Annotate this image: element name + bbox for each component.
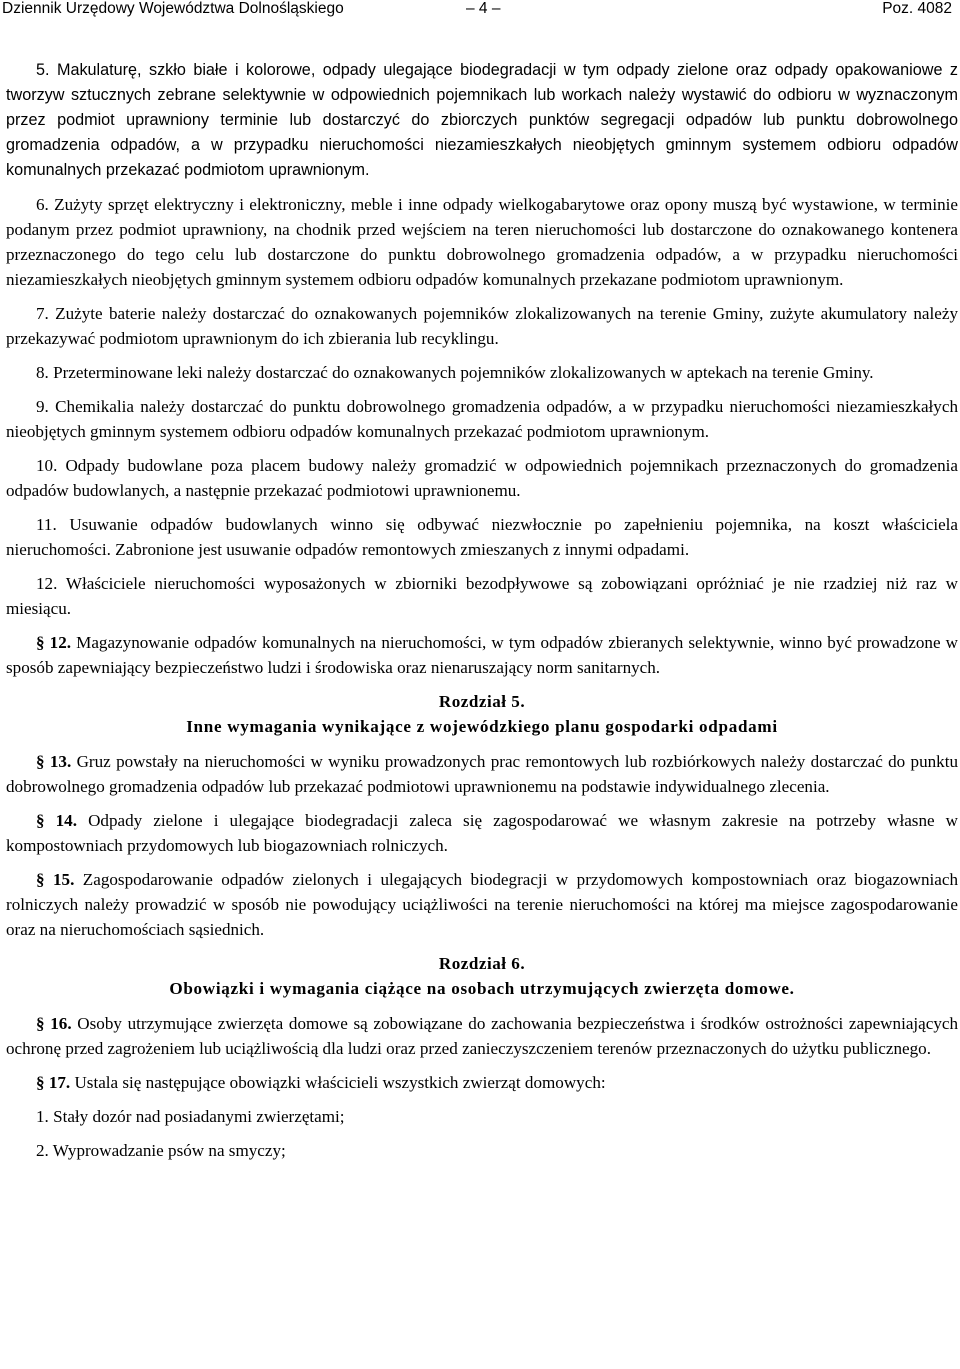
section-12 xyxy=(6,630,958,680)
section-14-number: § 14. xyxy=(36,811,77,830)
journal-title: Dziennik Urzędowy Województwa Dolnośląskiego xyxy=(2,0,344,17)
paragraph-12: 12. Właściciele nieruchomości wyposażonych w zbiorniki bezodpływowe są zobowiązani opróżniać je nie rzadziej niż raz w miesiącu. xyxy=(6,574,958,618)
section-13 xyxy=(6,749,958,799)
paragraph-6: 6. Zużyty sprzęt elektryczny i elektroniczny, meble i inne odpady wielkogabarytowe oraz opony muszą być wystawione, w terminie podanym przez podmiot uprawniony, na chodnik przed wejściem na teren nieruchomości lub dostarczone do oznakowanego kontenera przeznaczonego do tego celu lub dostarczone do punktu dobrowolnego gromadzenia odpadów, a w przypadku nieruchomości niezamieszkałych nieobjętych gminnym systemem odbioru odpadów komunalnych przekazane podmiotom uprawnionym. xyxy=(6,195,958,289)
section-12-number: § 12. xyxy=(36,633,72,652)
section-16-number: § 16. xyxy=(36,1014,72,1033)
section-13-number: § 13. xyxy=(36,752,72,771)
paragraph-9: 9. Chemikalia należy dostarczać do punktu dobrowolnego gromadzenia odpadów, a w przypadku nieruchomości niezamieszkałych nieobjętych gminnym systemem odbioru odpadów komunalnych przekazać podmiotom uprawnionym. xyxy=(6,397,958,441)
section-16-text: Osoby utrzymujące zwierzęta domowe są zobowiązane do zachowania bezpieczeństwa i środków ostrożności zapewniających ochronę przed zagrożeniem lub uciążliwością dla ludzi oraz przed zanieczyszczeniem terenów przeznaczonych do użytku publicznego. xyxy=(6,1014,959,1058)
paragraph-5: 5. Makulaturę, szkło białe i kolorowe, odpady ulegające biodegradacji w tym odpady zielone oraz odpady opakowaniowe z tworzyw sztucznych zebrane selektywnie w odpowiednich pojemnikach lub workach należy wystawić do odbioru w wyznaczonym przez podmiot uprawniony terminie lub dostarczyć do zbiorczych punktów segregacji odpadów lub punktu dobrowolnego gromadzenia odpadów, a w przypadku nieruchomości niezamieszkałych nieobjętych gminnym systemem odbioru odpadów komunalnych przekazać podmiotom uprawnionym. xyxy=(6,61,958,179)
list-item-1: 1. Stały dozór nad posiadanymi zwierzętami; xyxy=(36,1107,345,1126)
section-14 xyxy=(6,808,958,858)
paragraph-8: 8. Przeterminowane leki należy dostarczać do oznakowanych pojemników zlokalizowanych w aptekach na terenie Gminy. xyxy=(36,363,874,382)
paragraph-7: 7. Zużyte baterie należy dostarczać do oznakowanych pojemników zlokalizowanych na terenie Gminy, zużyte akumulatory należy przekazywać podmiotom uprawnionym do ich zbierania lub recyklingu. xyxy=(6,304,958,348)
chapter-5-subtitle: Inne wymagania wynikające z wojewódzkiego planu gospodarki odpadami xyxy=(186,717,778,736)
section-15-number: § 15. xyxy=(36,870,75,889)
section-14-text: Odpady zielone i ulegające biodegradacji zaleca się zagospodarować we własnym zakresie na potrzeby własne w kompostowniach przydomowych lub biogazowniach rolniczych. xyxy=(6,811,959,855)
list-item-2: 2. Wyprowadzanie psów na smyczy; xyxy=(36,1141,286,1160)
section-17-number: § 17. xyxy=(36,1073,71,1092)
chapter-6-subtitle: Obowiązki i wymagania ciążące na osobach utrzymujących zwierzęta domowe. xyxy=(169,979,795,998)
chapter-5-title: Rozdział 5. xyxy=(438,692,526,711)
section-12-text: Magazynowanie odpadów komunalnych na nieruchomości, w tym odpadów zbieranych selektywnie, winno być prowadzone w sposób zapewniający bezpieczeństwo ludzi i środowiska oraz nienaruszający norm sanitarnych. xyxy=(6,633,959,677)
section-13-text: Gruz powstały na nieruchomości w wyniku prowadzonych prac remontowych lub rozbiórkowych należy dostarczać do punktu dobrowolnego gromadzenia odpadów lub przekazać podmiotowi uprawnionemu na podstawie indywidualnego zlecenia. xyxy=(6,752,959,796)
section-16 xyxy=(6,1011,958,1061)
paragraph-10: 10. Odpady budowlane poza placem budowy należy gromadzić w odpowiednich pojemnikach przeznaczonych do gromadzenia odpadów budowlanych, a następnie przekazać podmiotowi uprawnionemu. xyxy=(6,456,958,500)
section-15 xyxy=(6,867,958,942)
section-17 xyxy=(6,1070,958,1095)
page-header xyxy=(0,0,960,20)
position-number: Poz. 4082 xyxy=(882,0,952,17)
page-number: – 4 – xyxy=(466,0,501,17)
paragraph-11: 11. Usuwanie odpadów budowlanych winno się odbywać niezwłocznie po zapełnieniu pojemnika, na koszt właściciela nieruchomości. Zabronione jest usuwanie odpadów remontowych zmieszanych z innymi odpadami. xyxy=(6,515,958,559)
section-17-text: Ustala się następujące obowiązki właścicieli wszystkich zwierząt domowych: xyxy=(70,1073,606,1092)
document-body xyxy=(6,58,958,1163)
section-15-text: Zagospodarowanie odpadów zielonych i ulegających biodegracji w przydomowych kompostowniach oraz biogazowniach rolniczych należy prowadzić w sposób nie powodujący uciążliwości na terenie nieruchomości na której ma miejsce zagospodarowanie oraz na nieruchomościach sąsiednich. xyxy=(6,870,959,939)
chapter-6-title: Rozdział 6. xyxy=(438,954,526,973)
